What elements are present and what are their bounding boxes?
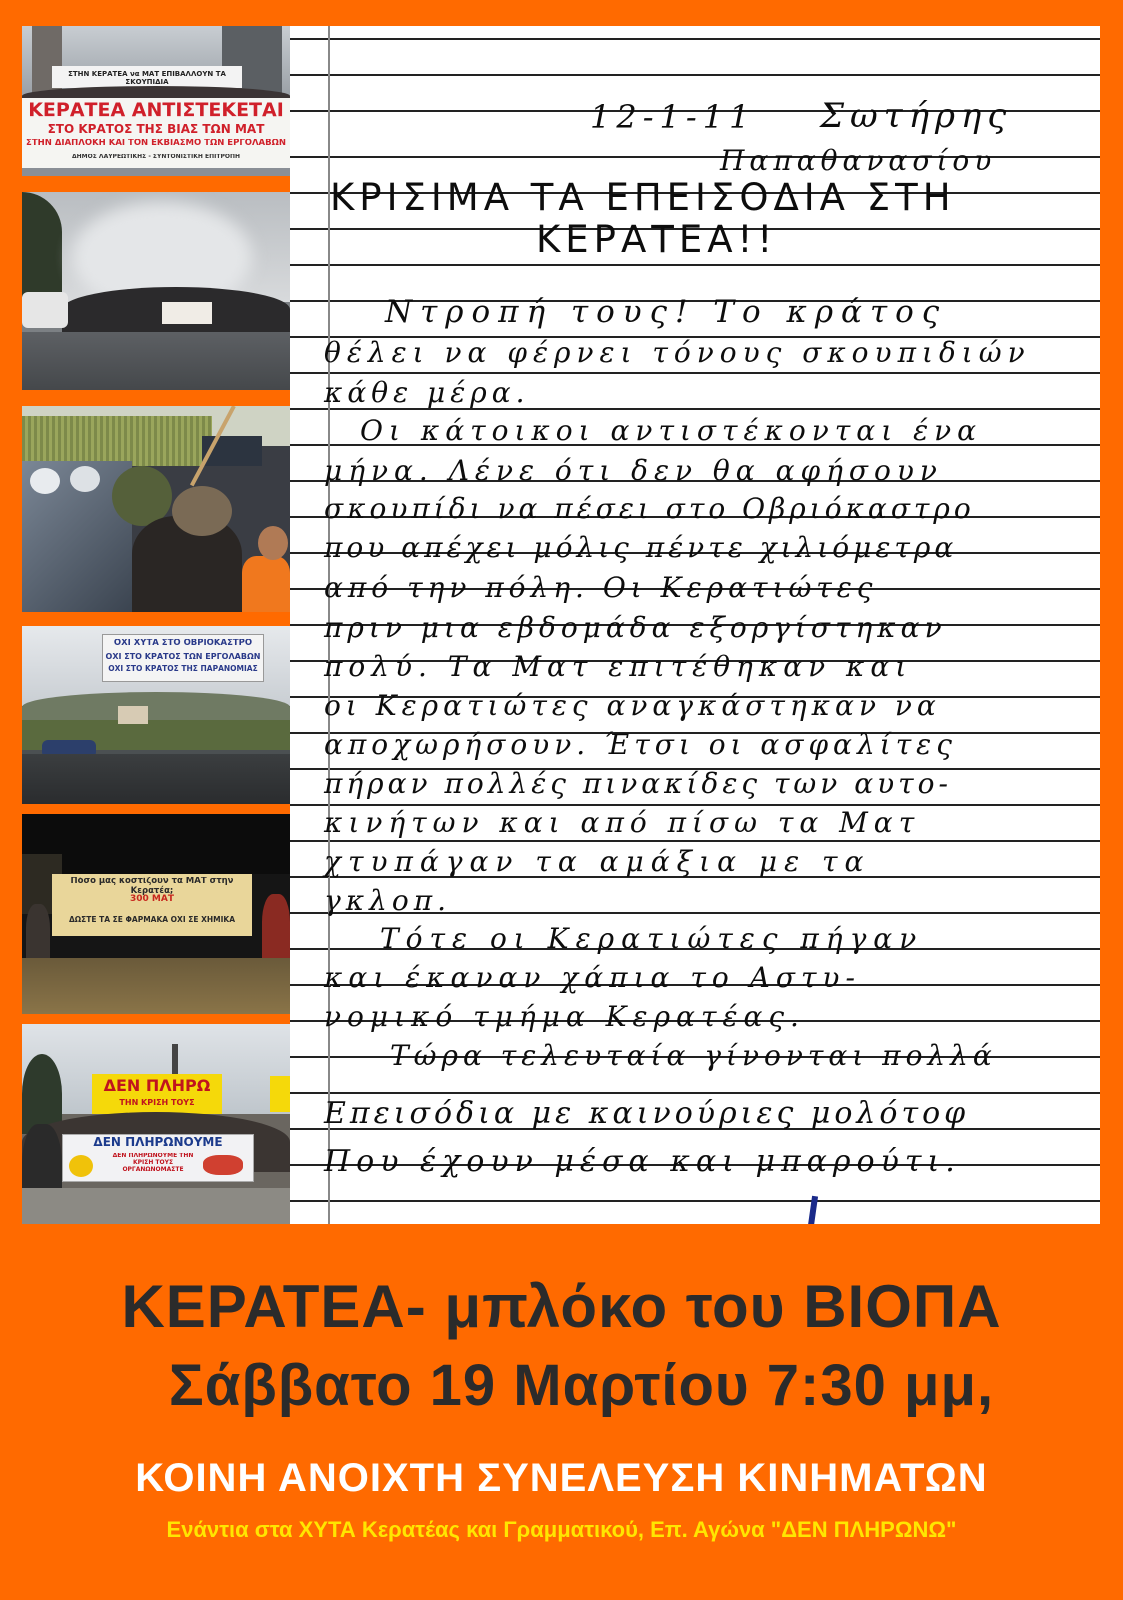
banner-top: ΣΤΗΝ ΚΕΡΑΤΕΑ να ΜΑΤ ΕΠΙΒΑΛΛΟΥΝ ΤΑ ΣΚΟΥΠΙΔΙΑ — [52, 66, 242, 88]
headline-date-time: Σάββατο 19 Μαρτίου 7:30 μμ, — [168, 1353, 995, 1418]
letter-line: Ντροπή τους! Το κράτος — [385, 294, 948, 330]
letter-line: που απέχει μόλις πέντε χιλιόμετρα — [324, 531, 958, 564]
banner-line-3: ΣΤΗΝ ΔΙΑΠΛΟΚΗ ΚΑΙ ΤΟΝ ΕΚΒΙΑΣΜΟ ΤΩΝ ΕΡΓΟΛΑΒΩΝ — [26, 139, 286, 148]
letter-line: πήραν πολλές πινακίδες των αυτο- — [324, 767, 952, 800]
letter-line: κάθε μέρα. — [324, 376, 530, 409]
letter-date: 12-1-11 — [590, 98, 756, 136]
yellow-sign-sub: ΤΗΝ ΚΡΙΣΗ ΤΟΥΣ — [119, 1098, 195, 1107]
letter-line: οι Κερατιώτες αναγκάστηκαν να — [324, 689, 941, 722]
sign-line-1: ΟΧΙ ΧΥΤΑ ΣΤΟ ΟΒΡΙΟΚΑΣΤΡΟ — [113, 639, 253, 648]
letter-line: χτυπάγαν τα αμάξια με τα — [324, 845, 871, 878]
den-plironoume-banner — [62, 1134, 254, 1182]
cost-banner — [52, 874, 252, 936]
letter-line: Οι κάτοικοι αντιστέκονται ένα — [360, 414, 983, 447]
headline-keratea-blockade: ΚΕΡΑΤΕΑ- μπλόκο του ΒΙΟΠΑ — [121, 1273, 1002, 1340]
letter-line: αποχωρήσουν. Έτσι οι ασφαλίτες — [324, 728, 957, 761]
letter-line: θέλει να φέρνει τόνους σκουπιδιών — [324, 336, 1031, 369]
letter-line: σκουπίδι να πέσει στο Οβριόκαστρο — [324, 492, 975, 525]
letter-line: κινήτων και από πίσω τα Ματ — [324, 806, 921, 839]
yellow-sign-title: ΔΕΝ ΠΛΗΡΩ — [103, 1077, 211, 1095]
photo-night-banner — [22, 814, 290, 1014]
night-banner-line-2: 300 ΜΑΤ — [130, 894, 174, 904]
photo-protest-banner — [22, 26, 290, 176]
banner-line-1: ΚΕΡΑΤΕΑ ΑΝΤΙΣΤΕΚΕΤΑΙ — [28, 100, 284, 121]
yellow-sign — [92, 1074, 222, 1114]
letter-line: και έκαναν χάπια το Αστυ- — [324, 961, 861, 994]
letter-author-first: Σωτήρης — [820, 96, 1013, 136]
ink-mark — [808, 1196, 818, 1224]
night-banner-line-3: ΔΩΣΤΕ ΤΑ ΣΕ ΦΑΡΜΑΚΑ ΟΧΙ ΣΕ ΧΗΜΙΚΑ — [68, 916, 236, 924]
letter-line: από την πόλη. Οι Κερατιώτες — [324, 571, 878, 604]
photo-den-plironoume — [22, 1024, 290, 1224]
letter-line: πολύ. Τα Ματ επιτέθηκαν και — [324, 650, 913, 683]
letter-line: νομικό τμήμα Κερατέας. — [324, 1000, 805, 1033]
letter-author-last: Παπαθανασίου — [720, 144, 997, 177]
letter-line: Επεισόδια με καινούριες μολότοφ — [324, 1096, 970, 1131]
assembly-subtitle: Ενάντια στα ΧΥΤΑ Κερατέας και Γραμματικού, Επ. Αγώνα "ΔΕΝ ΠΛΗΡΩΝΩ" — [166, 1517, 957, 1542]
banner-line-2: ΣΤΟ ΚΡΑΤΟΣ ΤΗΣ ΒΙΑΣ ΤΩΝ ΜΑΤ — [47, 123, 265, 136]
sign-line-3: ΟΧΙ ΣΤΟ ΚΡΑΤΟΣ ΤΗΣ ΠΑΡΑΝΟΜΙΑΣ — [108, 665, 258, 673]
letter-title-line-1: ΚΡΙΣΙΜΑ ΤΑ ΕΠΕΙΣΟΔΙΑ ΣΤΗ — [330, 176, 956, 219]
handwritten-letter — [290, 26, 1100, 1224]
banner-line-4: ΔΗΜΟΣ ΛΑΥΡΕΩΤΙΚΗΣ - ΣΥΝΤΟΝΙΣΤΙΚΗ ΕΠΙΤΡΟΠΗ — [72, 154, 240, 160]
main-protest-banner — [22, 98, 290, 168]
photo-riot-police — [22, 406, 290, 612]
photo-tear-gas — [22, 192, 290, 390]
letter-line: Που έχουν μέσα και μπαρούτι. — [324, 1144, 961, 1179]
night-banner-line-1: Πόσο μας κοστίζουν τα ΜΑΤ στην Κερατέα; — [70, 877, 234, 896]
assembly-title: ΚΟΙΝΗ ΑΝΟΙΧΤΗ ΣΥΝΕΛΕΥΣΗ ΚΙΝΗΜΑΤΩΝ — [135, 1456, 988, 1500]
letter-title-line-2: ΚΕΡΑΤΕΑ!! — [536, 218, 778, 261]
letter-line: πριν μια εβδομάδα εξοργίστηκαν — [324, 611, 947, 644]
letter-line: Τώρα τελευταία γίνονται πολλά — [390, 1039, 997, 1072]
den-banner-title: ΔΕΝ ΠΛΗΡΩΝΟΥΜΕ — [93, 1136, 223, 1149]
sign-line-2: ΟΧΙ ΣΤΟ ΚΡΑΤΟΣ ΤΩΝ ΕΡΓΟΛΑΒΩΝ — [105, 652, 261, 661]
letter-line: Τότε οι Κερατιώτες πήγαν — [380, 922, 924, 955]
den-banner-sub: ΔΕΝ ΠΛΗΡΩΝΟΥΜΕ ΤΗΝ ΚΡΙΣΗ ΤΟΥΣ ΟΡΓΑΝΩΝΟΜΑΣΤΕ — [112, 1153, 194, 1173]
letter-line: μήνα. Λένε ότι δεν θα αφήσουν — [324, 454, 943, 487]
letter-line: γκλοπ. — [324, 884, 452, 917]
photo-road-sign — [22, 626, 290, 804]
obriokastro-sign — [102, 634, 264, 682]
